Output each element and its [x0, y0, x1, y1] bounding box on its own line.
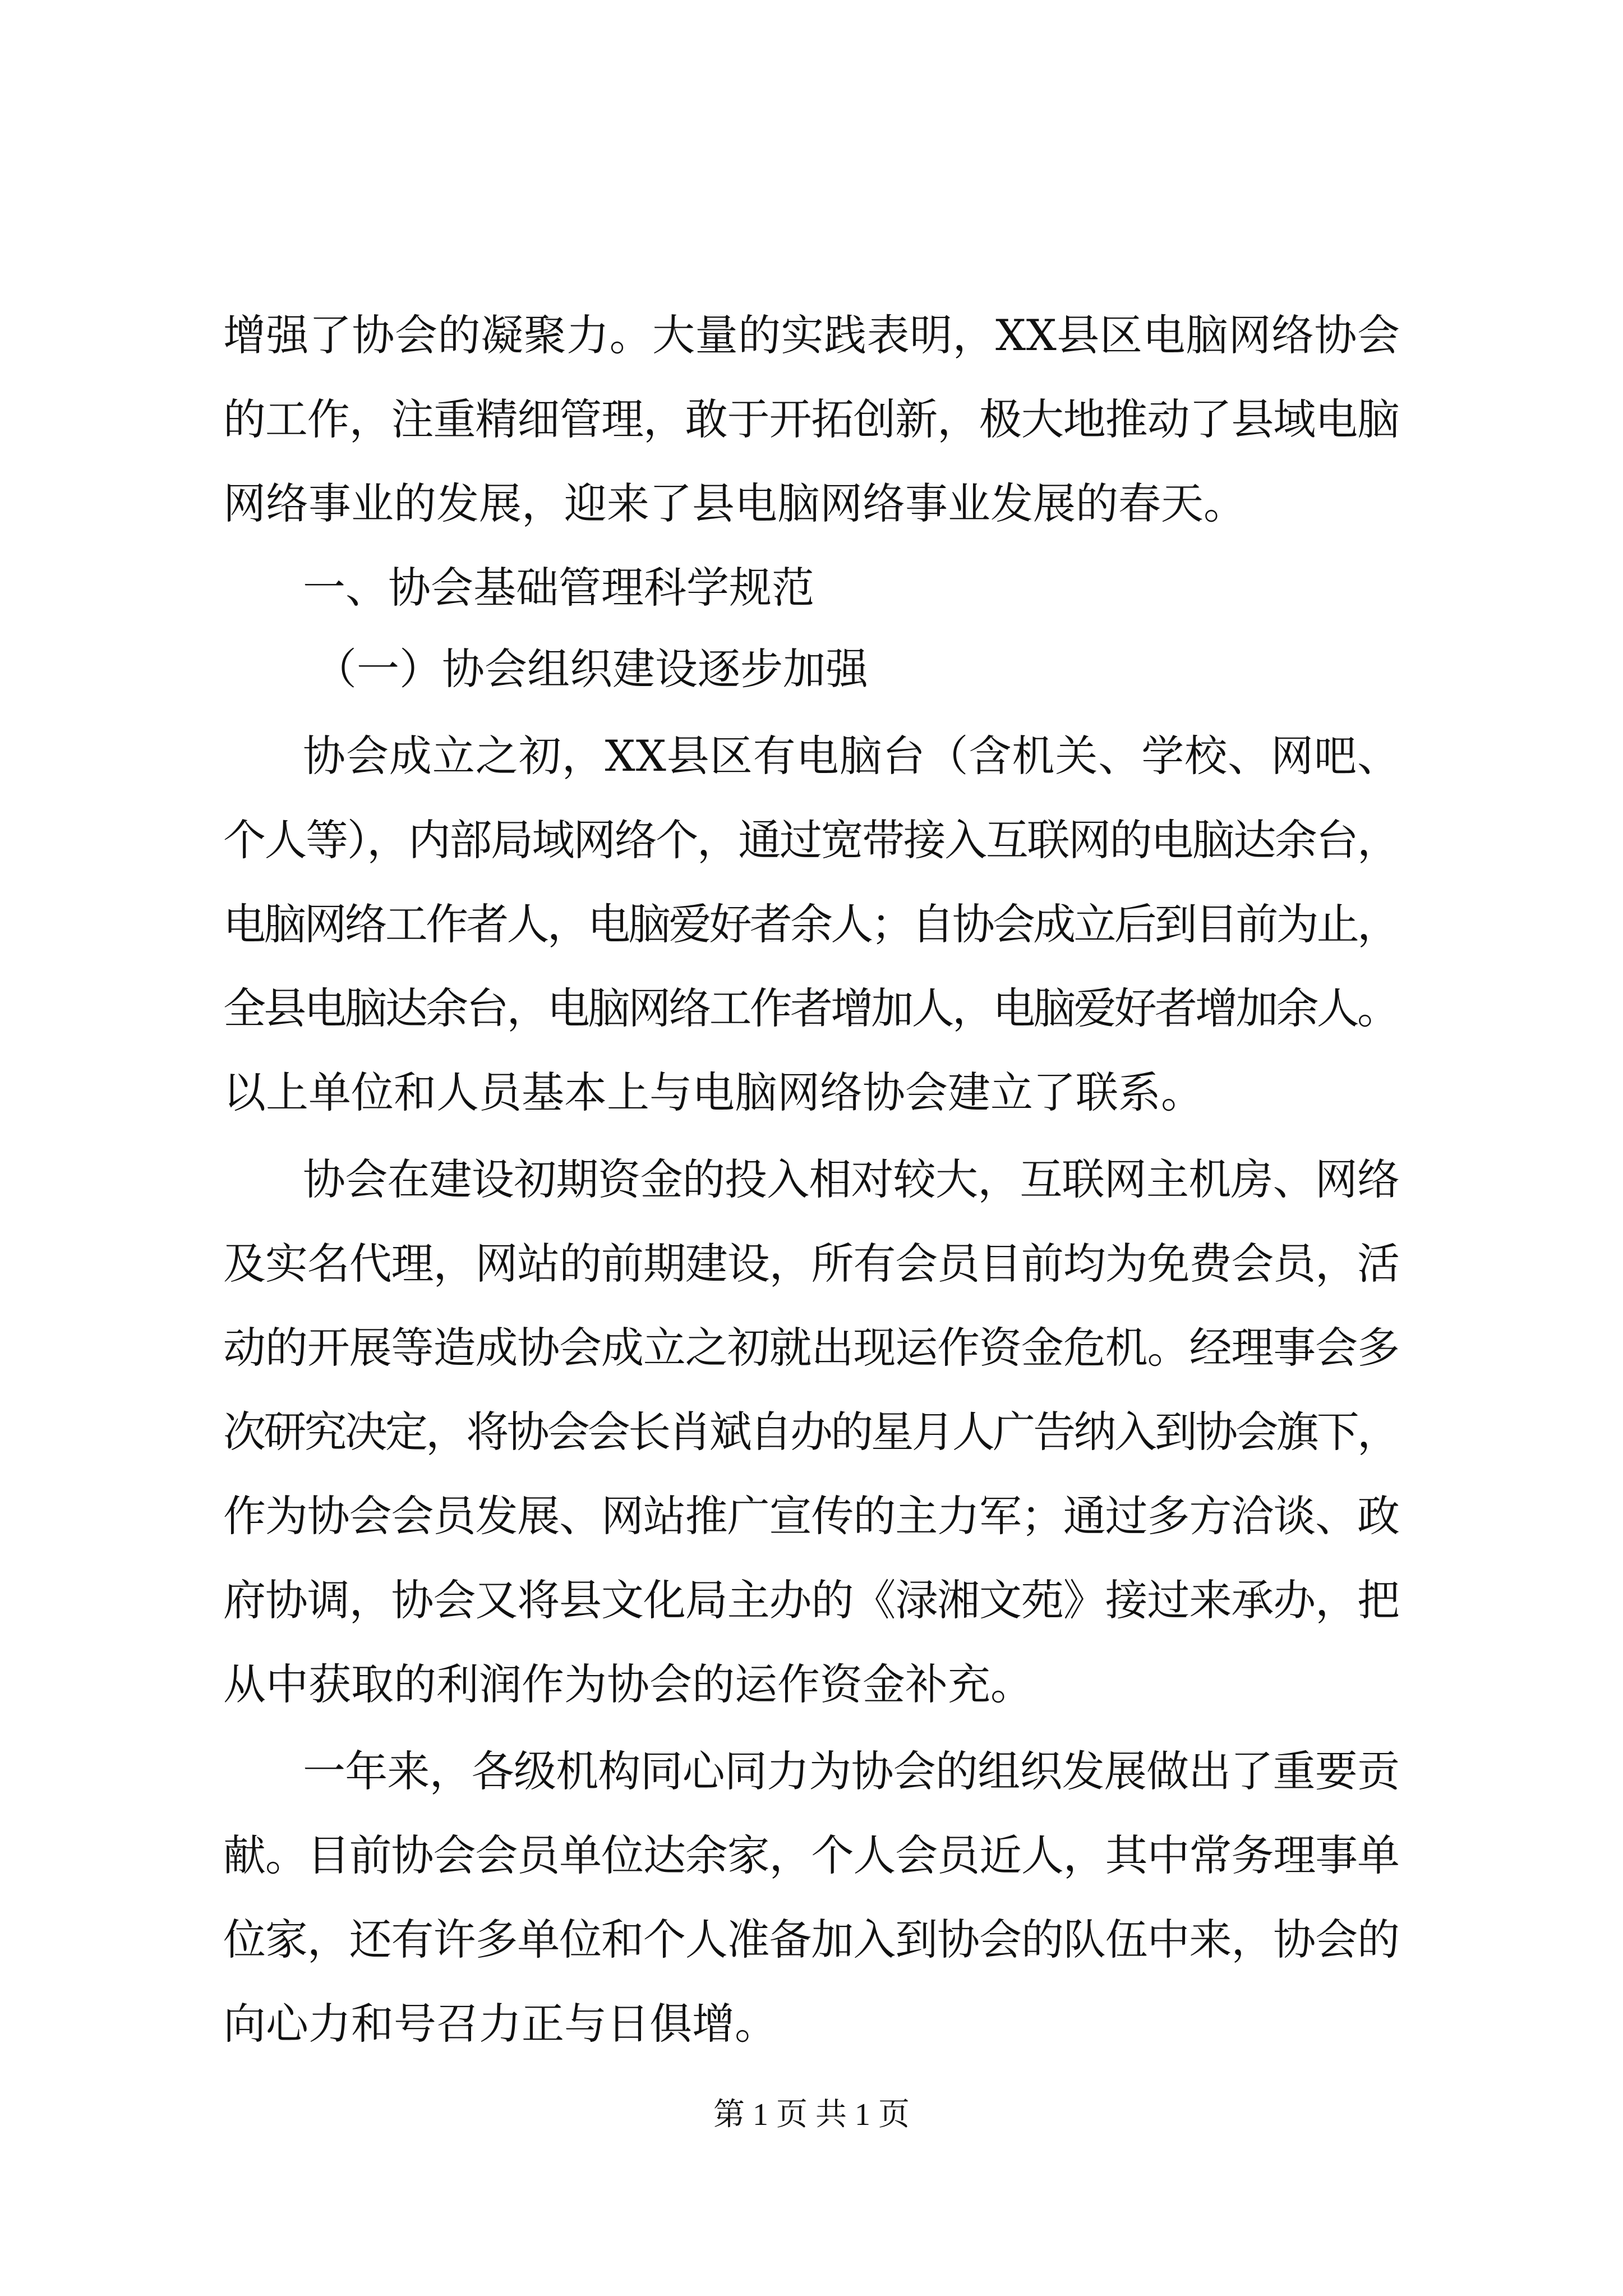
text-line: 动的开展等造成协会成立之初就出现运作资金危机。经理事会多: [223, 1323, 1399, 1373]
text-line: 一年来，各级机构同心同力为协会的组织发展做出了重要贡: [303, 1746, 1400, 1796]
text-line: 个人等），内部局域网络个，通过宽带接入互联网的电脑达余台，: [223, 815, 1399, 865]
text-line: 次研究决定，将协会会长肖斌自办的星月人广告纳入到协会旗下，: [223, 1407, 1398, 1457]
text-line: 协会在建设初期资金的投入相对较大，互联网主机房、网络: [303, 1154, 1400, 1204]
text-line: 献。目前协会会员单位达余家，个人会员近人，其中常务理事单: [223, 1830, 1399, 1880]
text-line: 协会成立之初，XX县区有电脑台（含机关、学校、网吧、: [303, 731, 1400, 781]
page-footer: 第 1 页 共 1 页: [713, 2097, 910, 2132]
text-line: 位家，还有许多单位和个人准备加入到协会的队伍中来，协会的: [223, 1915, 1399, 1964]
text-line: 电脑网络工作者人，电脑爱好者余人；自协会成立后到目前为止，: [223, 899, 1398, 949]
text-line: 的工作，注重精细管理，敢于开拓创新，极大地推动了县域电脑: [223, 394, 1399, 444]
text-line: 府协调，协会又将县文化局主办的《渌湘文苑》接过来承办，把: [223, 1575, 1399, 1625]
text-line: 以上单位和人员基本上与电脑网络协会建立了联系。: [223, 1068, 1204, 1117]
text-line: 及实名代理，网站的前期建设，所有会员目前均为免费会员，活: [223, 1239, 1399, 1289]
text-line: 作为协会会员发展、网站推广宣传的主力军；通过多方洽谈、政: [223, 1491, 1399, 1541]
section-heading: 一、协会基础管理科学规范: [303, 563, 814, 613]
text-line: 增强了协会的凝聚力。大量的实践表明，XX县区电脑网络协会: [223, 310, 1400, 360]
text-line: 全县电脑达余台，电脑网络工作者增加人，电脑爱好者增加余人。: [223, 983, 1398, 1033]
text-line: 网络事业的发展，迎来了县电脑网络事业发展的春天。: [223, 478, 1246, 528]
text-line: 向心力和号召力正与日俱增。: [223, 1999, 777, 2049]
text-line: 从中获取的利润作为协会的运作资金补充。: [223, 1659, 1033, 1709]
subsection-heading: （一）协会组织建设逐步加强: [314, 644, 868, 694]
